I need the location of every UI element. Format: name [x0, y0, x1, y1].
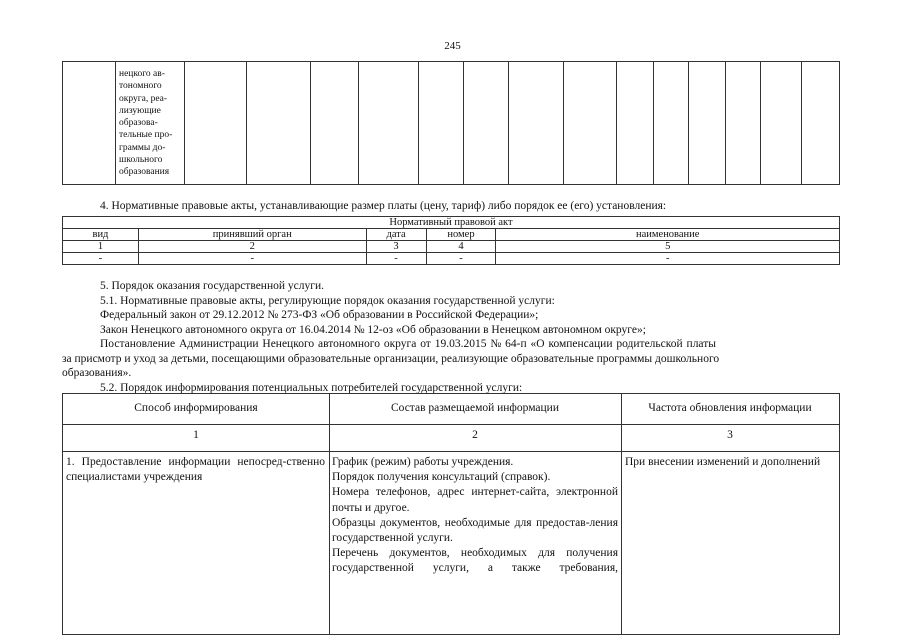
- col-number: 1: [63, 241, 139, 253]
- header-method: Способ информирования: [134, 402, 258, 414]
- frequency-cell: При внесении изменений и дополнений: [625, 456, 821, 468]
- table-cell: -: [496, 253, 840, 265]
- header-title: наименование: [496, 229, 840, 241]
- list-item: Номера телефонов, адрес интернет-сайта, электронной почты и другое.: [332, 486, 618, 514]
- header-date: дата: [366, 229, 426, 241]
- col-number: 2: [472, 429, 478, 441]
- information-table: [62, 393, 840, 635]
- col-number: 4: [426, 241, 496, 253]
- list-item: Перечень документов, необходимых для получения государственной услуги, а также требования,: [332, 547, 618, 575]
- resolution-line-1: Постановление Администрации Ненецкого автономного округа от 19.03.2015 № 64-п «О компенсации родительской платы: [100, 338, 716, 350]
- section-5-1-heading: 5.1. Нормативные правовые акты, регулирующие порядок оказания государственной услуги:: [100, 295, 555, 307]
- law-federal: Федеральный закон от 29.12.2012 № 273-ФЗ «Об образовании в Российской Федерации»;: [100, 309, 539, 321]
- col-number: 3: [366, 241, 426, 253]
- section-5-heading: 5. Порядок оказания государственной услуги.: [100, 280, 324, 292]
- table-cell: -: [63, 253, 139, 265]
- method-cell: 1. Предоставление информации непосред-ственно специалистами учреждения: [66, 456, 325, 484]
- list-item: Образцы документов, необходимые для предостав-ления государственной услуги.: [332, 516, 618, 545]
- contents-cell: [332, 455, 618, 577]
- list-item: График (режим) работы учреждения.: [332, 456, 514, 468]
- table-row: [63, 253, 840, 265]
- table-cell: -: [366, 253, 426, 265]
- normative-acts-table: [62, 216, 840, 265]
- table-cell: -: [426, 253, 496, 265]
- continuation-table: [62, 61, 840, 185]
- law-regional: Закон Ненецкого автономного округа от 16.04.2014 № 12-оз «Об образовании в Ненецком автономном округе»;: [100, 324, 646, 336]
- resolution-line-3: образования».: [62, 367, 132, 379]
- section-4-heading: 4. Нормативные правовые акты, устанавливающие размер платы (цену, тариф) либо порядок ее (его) установления:: [100, 200, 667, 212]
- resolution-line-2: за присмотр и уход за детьми, посещающими образовательные организации, реализующие образовательные программы дошкольного: [62, 353, 720, 365]
- acts-table-title: Нормативный правовой акт: [63, 217, 840, 229]
- header-contents: Состав размещаемой информации: [391, 402, 559, 414]
- col-number: 3: [727, 429, 733, 441]
- table-cell: -: [138, 253, 366, 265]
- provider-description-cell: нецкого ав- тономного округа, реа- лизующие образова- тельные про- граммы до- школьного образования: [119, 69, 173, 178]
- col-number: 2: [138, 241, 366, 253]
- header-kind: вид: [63, 229, 139, 241]
- col-number: 1: [193, 429, 199, 441]
- section-5-2-heading: 5.2. Порядок информирования потенциальных потребителей государственной услуги:: [100, 382, 523, 394]
- page-number: 245: [444, 40, 461, 52]
- list-item: Порядок получения консультаций (справок).: [332, 471, 551, 484]
- header-authority: принявший орган: [138, 229, 366, 241]
- header-number: номер: [426, 229, 496, 241]
- header-frequency: Частота обновления информации: [648, 402, 812, 414]
- col-number: 5: [496, 241, 840, 253]
